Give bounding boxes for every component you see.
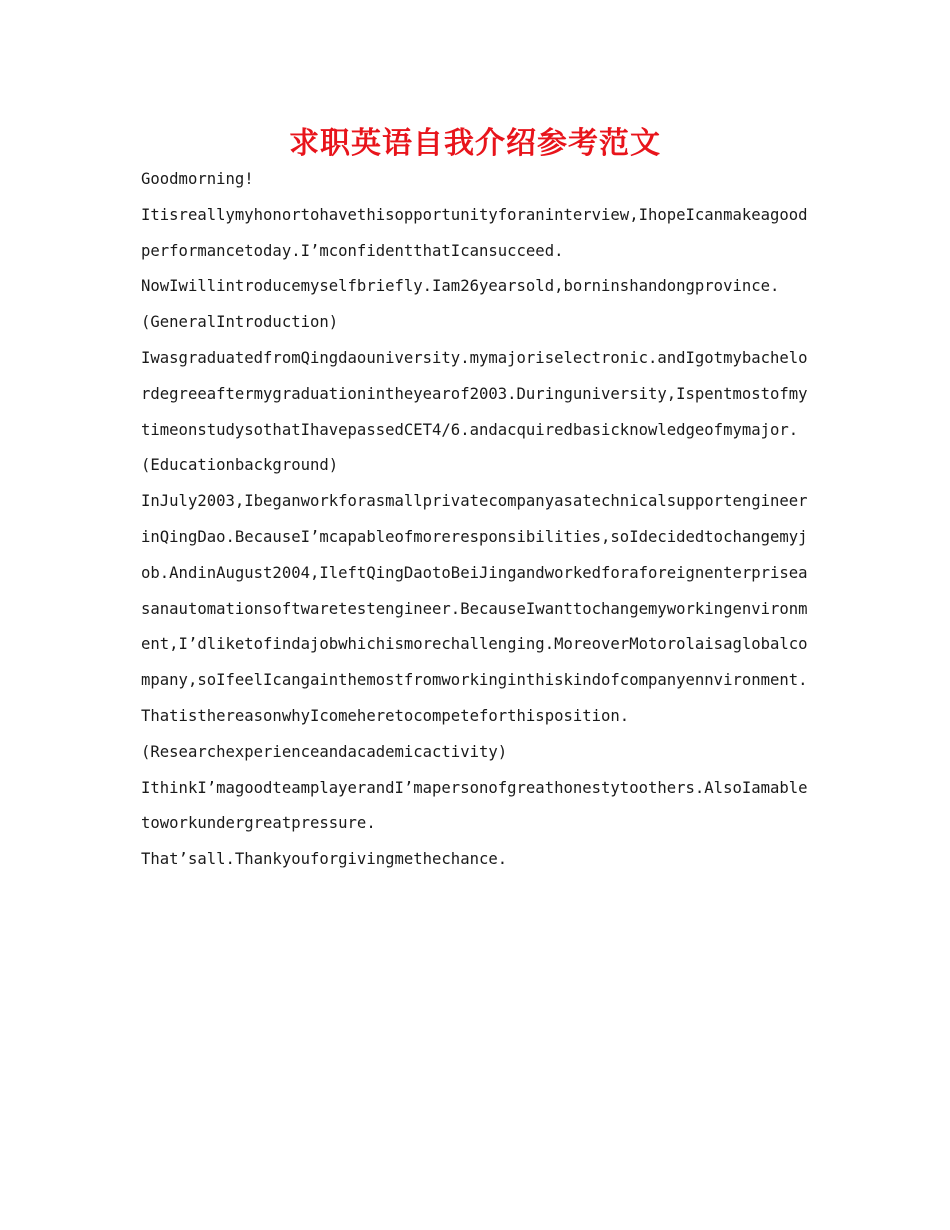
section-label-general: (GeneralIntroduction) — [141, 313, 339, 332]
paragraph-self-intro: NowIwillintroducemyselfbriefly.Iam26yearsold,borninshandongprovince. — [141, 277, 780, 296]
document-body — [141, 162, 816, 878]
section-label-education: (Educationbackground) — [141, 456, 339, 475]
paragraph-opening: Itisreallymyhonortohavethisopportunityforaninterview,IhopeIcanmakeagoodperformancetoday.I’mconfidentthatIcansucceed. — [141, 205, 808, 260]
section-label-research: (Researchexperienceandacademicactivity) — [141, 742, 508, 761]
paragraph-closing: That’sall.Thankyouforgivingmethechance. — [141, 850, 508, 869]
document-title: 求职英语自我介绍参考范文 — [289, 126, 661, 161]
paragraph-education: IwasgraduatedfromQingdaouniversity.mymajoriselectronic.andIgotmybachelordegreeaftermygraduationintheyearof2003.Duringuniversity,IspentmostofmytimeonstudysothatIhavepassedCET4/6.andacquiredbasicknowledgeofmymajor. — [141, 348, 808, 439]
paragraph-greeting: Goodmorning! — [141, 170, 254, 188]
paragraph-work-experience: InJuly2003,IbeganworkforasmallprivatecompanyasatechnicalsupportengineerinQingDao.BecauseI’mcapableofmoreresponsibilities,soIdecidedtochangemyjob.AndinAugust2004,IleftQingDaotoBeiJingandworkedforaforeignenterpriseasanautomationsoftwaretestengineer.BecauseIwanttochangemyworkingenvironment,I’dliketofindajobwhichismorechallenging.MoreoverMotorolaisaglobalcompany,soIfeelIcangainthemostfromworkinginthiskindofcompanyennvironment.ThatisthereasonwhyIcomeheretocompeteforthisposition. — [141, 492, 808, 725]
paragraph-personality: IthinkI’magoodteamplayerandI’mapersonofgreathonestytoothers.AlsoIamabletoworkundergreatpressure. — [141, 778, 808, 833]
